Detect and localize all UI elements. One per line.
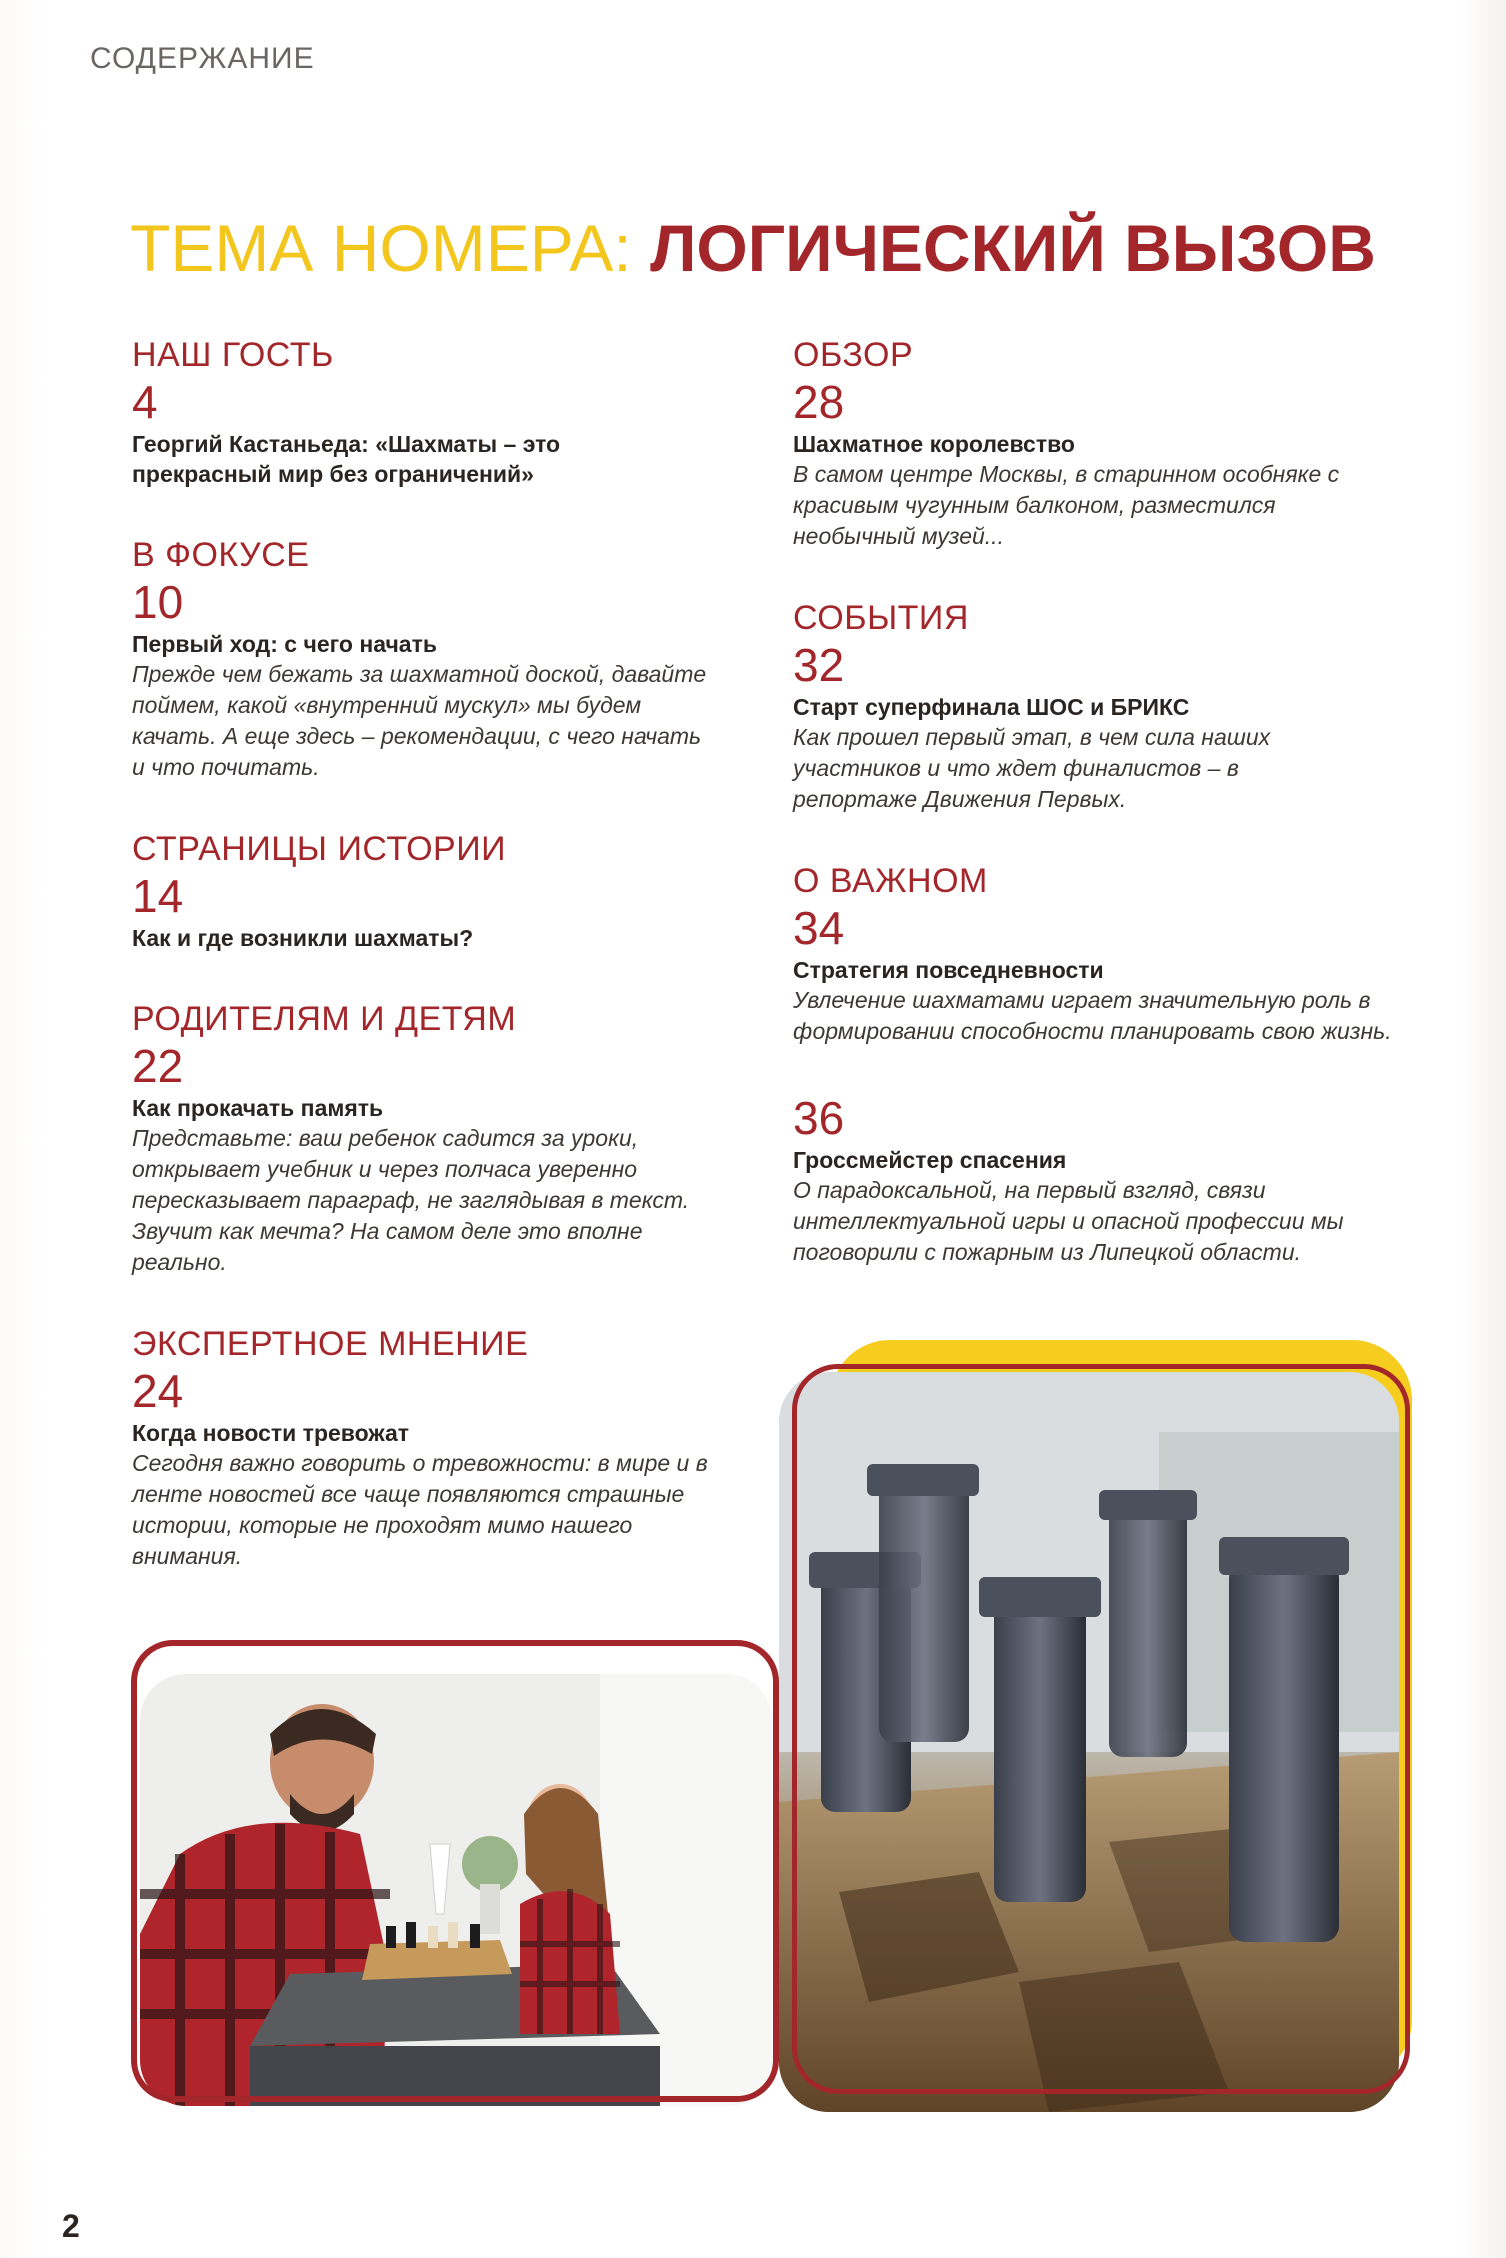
toc-article-title: Когда новости тревожат [132,1420,410,1446]
toc-entry[interactable] [793,335,1433,552]
toc-rubric: ОБЗОР [793,336,914,374]
toc-entry[interactable] [132,535,772,783]
toc-article-title: Георгий Кастаньеда: «Шахматы – это прекрасный мир без ограничений» [132,431,561,487]
toc-entry[interactable] [793,861,1433,1047]
toc-page-number: 4 [132,376,158,428]
toc-page-number: 32 [793,639,845,691]
headline-theme-label: ТЕМА НОМЕРА: [130,211,632,285]
photo-frame-left [131,1640,779,2102]
toc-article-title: Стратегия повседневности [793,957,1104,983]
toc-article-title: Старт суперфинала ШОС и БРИКС [793,694,1190,720]
toc-article-description: Прежде чем бежать за шахматной доской, давайте поймем, какой «внутренний мускул» мы будем качать. А еще здесь – рекомендации, с чего начать и что почитать. [132,661,707,780]
toc-rubric: В ФОКУСЕ [132,536,310,574]
toc-article-title: Первый ход: с чего начать [132,631,437,657]
photo-frame-right [792,1364,1410,2094]
toc-article-description: Представьте: ваш ребенок садится за уроки, открывает учебник и через полчаса уверенно пересказывает параграф, не заглядывая в текст. Звучит как мечта? На самом деле это вполне реально. [132,1125,690,1275]
toc-article-description: Увлечение шахматами играет значительную роль в формировании способности планировать свою жизнь. [793,987,1392,1044]
toc-rubric: ЭКСПЕРТНОЕ МНЕНИЕ [132,1325,529,1363]
toc-entry[interactable] [793,598,1433,815]
toc-entry[interactable] [793,1093,1433,1268]
toc-article-title: Шахматное королевство [793,431,1075,457]
page-number: 2 [62,2208,80,2244]
toc-rubric: СТРАНИЦЫ ИСТОРИИ [132,830,507,868]
toc-rubric: О ВАЖНОМ [793,862,988,900]
issue-theme-headline [0,210,1506,286]
toc-article-title: Гроссмейстер спасения [793,1147,1067,1173]
toc-page-number: 36 [793,1092,845,1144]
headline-theme-title: ЛОГИЧЕСКИЙ ВЫЗОВ [650,211,1376,285]
toc-article-title: Как прокачать память [132,1095,384,1121]
toc-page-number: 24 [132,1365,184,1417]
toc-article-title: Как и где возникли шахматы? [132,925,474,951]
toc-article-description: О парадоксальной, на первый взгляд, связи интеллектуальной игры и опасной профессии мы поговорили с пожарным из Липецкой области. [793,1177,1344,1265]
toc-rubric: РОДИТЕЛЯМ И ДЕТЯМ [132,1000,517,1038]
toc-article-description: Как прошел первый этап, в чем сила наших участников и что ждет финалистов – в репортаже Движения Первых. [793,724,1271,812]
toc-article-description: Сегодня важно говорить о тревожности: в мире и в ленте новостей все чаще появляются страшные истории, которые не проходят мимо нашего внимания. [132,1450,708,1569]
toc-page-number: 22 [132,1040,184,1092]
toc-entry[interactable] [132,999,772,1278]
toc-page-number: 34 [793,902,845,954]
toc-left-column [132,335,772,1618]
section-label: СОДЕРЖАНИЕ [90,42,315,75]
toc-page-number: 28 [793,376,845,428]
toc-entry[interactable] [132,1324,772,1572]
toc-right-column [793,335,1433,1314]
toc-entry[interactable] [132,829,772,953]
toc-page-number: 14 [132,870,184,922]
toc-article-description: В самом центре Москвы, в старинном особняке с красивым чугунным балконом, разместился необычный музей... [793,461,1340,549]
toc-rubric: НАШ ГОСТЬ [132,336,334,374]
toc-rubric: СОБЫТИЯ [793,599,969,637]
toc-entry[interactable] [132,335,772,489]
toc-page-number: 10 [132,576,184,628]
